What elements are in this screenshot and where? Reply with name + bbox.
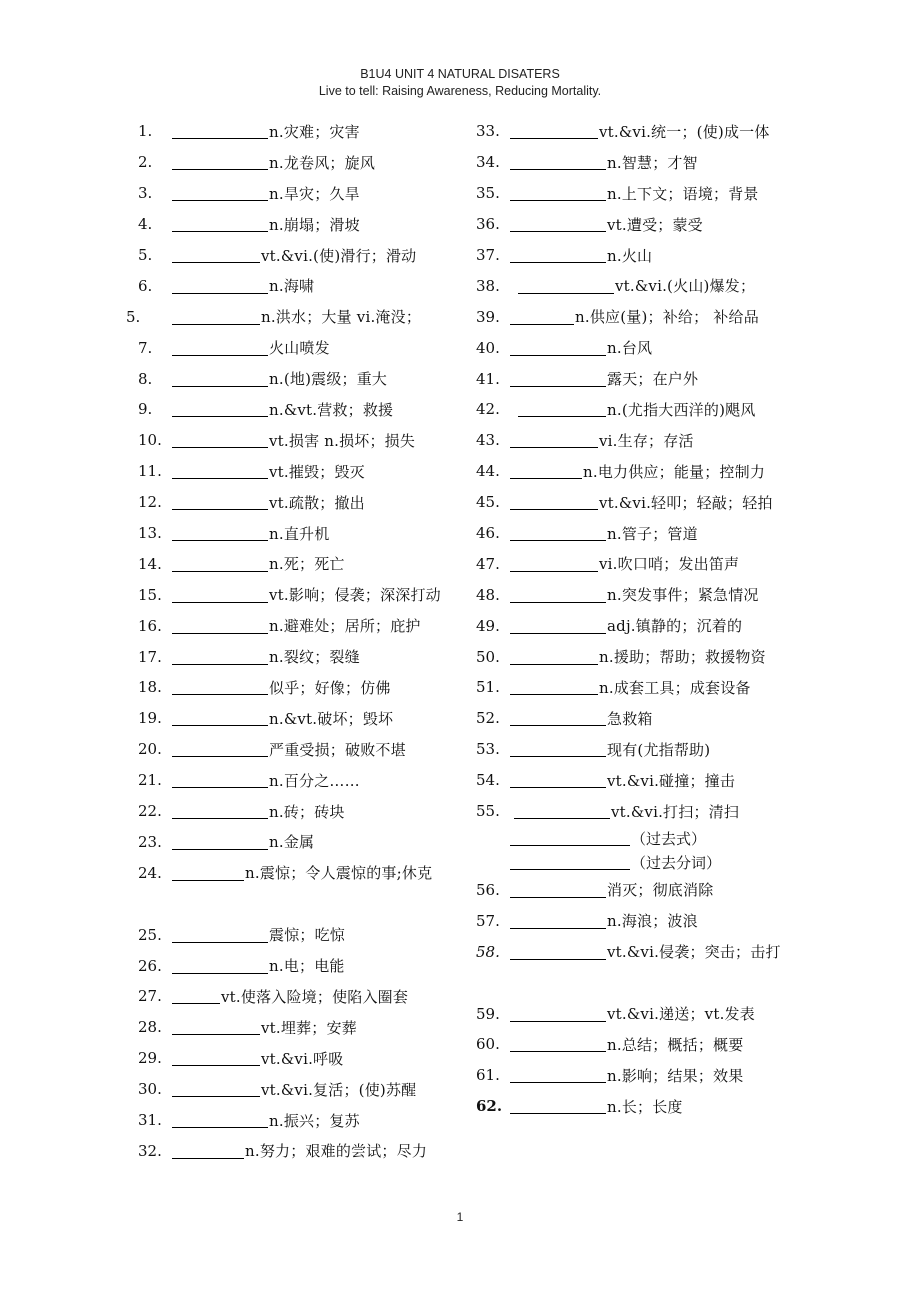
item-number: 14. [138, 554, 162, 573]
item-number: 19. [138, 709, 162, 728]
answer-blank[interactable] [172, 216, 268, 232]
answer-blank[interactable] [172, 525, 268, 541]
vocab-item [476, 548, 856, 579]
definition: n.援助；帮助；救援物资 [599, 648, 766, 667]
answer-blank[interactable] [172, 1050, 260, 1066]
answer-blank[interactable] [510, 340, 606, 356]
definition: vt.&vi.统一；(使)成一体 [599, 122, 770, 141]
item-number: 33. [476, 122, 500, 141]
definition: 火山喷发 [269, 339, 330, 358]
vocab-item [476, 610, 856, 641]
vocab-item [138, 826, 518, 857]
definition: n.裂纹；裂缝 [269, 648, 360, 667]
vocab-item [138, 518, 518, 549]
definition: 现有(尤指帮助) [607, 740, 711, 759]
vocab-item [138, 1105, 518, 1136]
definition: n.台风 [607, 339, 653, 358]
vocab-item [476, 487, 856, 518]
answer-blank[interactable] [172, 988, 220, 1004]
definition: n.影响；结果；效果 [607, 1066, 744, 1085]
answer-blank[interactable] [510, 710, 606, 726]
definition: vt.摧毁；毁灭 [269, 462, 365, 481]
answer-blank[interactable] [510, 1036, 606, 1052]
item-number: 5. [126, 307, 141, 326]
page-number: 1 [456, 1210, 464, 1224]
item-number: 28. [138, 1018, 162, 1037]
answer-blank[interactable] [510, 154, 606, 170]
answer-blank[interactable] [510, 463, 582, 479]
definition: vt.&vi.(使)滑行；滑动 [261, 246, 417, 265]
vocab-item [476, 1091, 856, 1122]
item-number: 40. [476, 338, 500, 357]
item-number: 54. [476, 771, 500, 790]
item-number: 62. [476, 1097, 503, 1116]
vocab-item [138, 1136, 518, 1167]
item-number: 61. [476, 1066, 500, 1085]
answer-blank[interactable] [510, 494, 598, 510]
vocab-item [476, 518, 856, 549]
definition: n.智慧；才智 [607, 153, 698, 172]
answer-blank[interactable] [510, 649, 598, 665]
item-number: 26. [138, 956, 162, 975]
item-number: 25. [138, 925, 162, 944]
item-number: 60. [476, 1035, 500, 1054]
item-number: 48. [476, 585, 500, 604]
item-number: 10. [138, 431, 162, 450]
item-number: 11. [138, 462, 162, 481]
definition: n.电；电能 [269, 957, 345, 976]
definition: n.&vt.营救；救援 [269, 400, 394, 419]
answer-blank[interactable] [172, 556, 268, 572]
item-number: 21. [138, 771, 162, 790]
answer-blank[interactable] [510, 1098, 606, 1114]
item-number: 29. [138, 1049, 162, 1068]
item-number: 18. [138, 678, 162, 697]
item-number: 36. [476, 215, 500, 234]
vocab-item [138, 116, 518, 147]
vocab-item [138, 363, 518, 394]
answer-blank[interactable] [510, 432, 598, 448]
vocab-item [138, 796, 518, 827]
definition: n.(地)震级；重大 [269, 370, 388, 389]
answer-blank[interactable] [172, 278, 268, 294]
definition: vt.&vi.轻叩；轻敲；轻拍 [599, 493, 773, 512]
item-number: 32. [138, 1141, 162, 1160]
vocab-item [476, 703, 856, 734]
item-number: 24. [138, 863, 162, 882]
item-number: 49. [476, 616, 500, 635]
vocab-item [138, 610, 518, 641]
definition: vt.损害 n.损坏；损失 [269, 431, 416, 450]
answer-blank[interactable] [172, 649, 268, 665]
vocab-item [138, 765, 518, 796]
definition: 消灭；彻底消除 [607, 881, 714, 900]
vocab-item [476, 796, 856, 827]
answer-blank[interactable] [172, 679, 268, 695]
vocab-item [476, 456, 856, 487]
definition: 严重受损；破败不堪 [269, 740, 406, 759]
answer-blank[interactable] [514, 803, 610, 819]
definition: vt.影响；侵袭；深深打动 [269, 586, 441, 605]
item-number: 27. [138, 987, 162, 1006]
vocab-item [138, 332, 518, 363]
item-number: 43. [476, 431, 500, 450]
definition: n.洪水；大量 vi.淹没； [261, 308, 422, 327]
definition: n.努力；艰难的尝试；尽力 [245, 1142, 428, 1161]
item-number: 4. [138, 215, 153, 234]
subitem-label: （过去式） [631, 829, 707, 848]
item-number: 22. [138, 802, 162, 821]
vocab-item [138, 1074, 518, 1105]
doc-title: B1U4 UNIT 4 NATURAL DISATERS [360, 67, 560, 81]
item-number: 47. [476, 554, 500, 573]
vocab-item [138, 456, 518, 487]
item-number: 38. [476, 276, 500, 295]
vocab-item [476, 178, 856, 209]
vocab-item [138, 950, 518, 981]
definition: n.崩塌；滑坡 [269, 215, 360, 234]
vocab-item [476, 874, 856, 905]
definition: vt.遭受；蒙受 [607, 215, 703, 234]
item-number: 52. [476, 709, 500, 728]
answer-blank[interactable] [172, 340, 268, 356]
answer-blank[interactable] [172, 247, 260, 263]
item-number: 37. [476, 246, 500, 264]
answer-blank[interactable] [510, 587, 606, 603]
answer-blank[interactable] [510, 618, 606, 634]
answer-blank[interactable] [172, 741, 268, 757]
vocab-item [476, 1060, 856, 1091]
item-number: 53. [476, 740, 500, 759]
answer-blank[interactable] [510, 247, 606, 263]
answer-blank[interactable] [172, 803, 268, 819]
vocab-item [138, 270, 518, 301]
definition: n.(尤指大西洋的)飓风 [607, 400, 756, 419]
definition: n.电力供应；能量；控制力 [583, 462, 766, 481]
answer-blank[interactable] [510, 741, 606, 757]
definition: n.直升机 [269, 524, 330, 543]
answer-blank[interactable] [172, 834, 268, 850]
definition: vt.&vi.复活；(使)苏醒 [261, 1080, 417, 1099]
answer-blank[interactable] [172, 865, 244, 881]
item-number: 42. [476, 400, 500, 419]
vocab-item [476, 765, 856, 796]
answer-blank[interactable] [510, 1006, 606, 1022]
definition: n.砖；砖块 [269, 802, 345, 821]
definition: 似乎；好像；仿佛 [269, 678, 391, 697]
vocab-item [476, 209, 856, 240]
item-number: 9. [138, 400, 153, 419]
answer-blank[interactable] [510, 854, 630, 870]
vocab-item [138, 857, 518, 888]
item-number: 35. [476, 184, 500, 203]
item-number: 30. [138, 1080, 162, 1099]
vocab-item [476, 240, 856, 271]
item-number: 39. [476, 307, 500, 326]
vocab-item [476, 1029, 856, 1060]
answer-blank[interactable] [510, 913, 606, 929]
vocab-item [138, 425, 518, 456]
subitem-label: （过去分词） [631, 853, 722, 872]
vocab-item [138, 178, 518, 209]
vocab-item [476, 394, 856, 425]
item-number: 34. [476, 153, 500, 172]
definition: n.总结；概括；概要 [607, 1035, 744, 1054]
vocab-item [138, 240, 518, 271]
item-number: 13. [138, 524, 162, 543]
item-number: 16. [138, 616, 162, 635]
vocab-subitem [476, 850, 856, 874]
definition: vt.使落入险境；使陷入圈套 [221, 987, 409, 1006]
answer-blank[interactable] [172, 401, 268, 417]
definition: n.振兴；复苏 [269, 1111, 360, 1130]
definition: n.震惊；令人震惊的事;休克 [245, 864, 433, 883]
definition: vt.&vi.碰撞；撞击 [607, 771, 736, 790]
item-number: 45. [476, 493, 500, 512]
vocab-item [138, 1043, 518, 1074]
definition: vt.&vi.递送；vt.发表 [607, 1005, 755, 1024]
definition: n.供应(量)；补给； 补给品 [575, 308, 759, 327]
definition: vt.疏散；撤出 [269, 493, 365, 512]
definition: vt.&vi.侵袭；突击；击打 [607, 943, 781, 962]
item-number: 59. [476, 1004, 500, 1023]
answer-blank[interactable] [172, 772, 268, 788]
vocab-item [138, 579, 518, 610]
vocab-item [476, 270, 856, 301]
answer-blank[interactable] [510, 123, 598, 139]
item-number: 41. [476, 369, 500, 388]
right-column [476, 116, 856, 1122]
vocab-item [138, 548, 518, 579]
item-number: 6. [138, 276, 153, 295]
answer-blank[interactable] [510, 772, 606, 788]
answer-blank[interactable] [172, 154, 268, 170]
answer-blank[interactable] [172, 432, 268, 448]
vocab-item [138, 703, 518, 734]
answer-blank[interactable] [172, 123, 268, 139]
answer-blank[interactable] [510, 944, 606, 960]
answer-blank[interactable] [172, 371, 268, 387]
definition: n.旱灾；久旱 [269, 184, 360, 203]
answer-blank[interactable] [172, 494, 268, 510]
answer-blank[interactable] [172, 587, 268, 603]
answer-blank[interactable] [172, 463, 268, 479]
definition: 急救箱 [607, 709, 653, 728]
answer-blank[interactable] [510, 371, 606, 387]
answer-blank[interactable] [510, 882, 606, 898]
item-number: 44. [476, 462, 500, 481]
definition: n.百分之…… [269, 771, 360, 790]
definition: 震惊；吃惊 [269, 926, 346, 945]
item-number: 31. [138, 1111, 162, 1130]
answer-blank[interactable] [172, 958, 268, 974]
item-number: 15. [138, 585, 162, 604]
definition: n.避难处；居所；庇护 [269, 617, 421, 636]
answer-blank[interactable] [172, 1112, 268, 1128]
vocab-item [476, 734, 856, 765]
vocab-item [476, 332, 856, 363]
definition: vi.吹口哨；发出笛声 [599, 555, 740, 574]
item-number: 51. [476, 678, 500, 697]
definition: n.突发事件；紧急情况 [607, 586, 759, 605]
vocab-item [138, 981, 518, 1012]
item-number: 50. [476, 647, 500, 666]
vocab-item [126, 301, 518, 332]
definition: n.灾难；灾害 [269, 122, 360, 141]
vocab-subitem [476, 826, 856, 850]
definition: vi.生存；存活 [599, 431, 694, 450]
definition: n.死；死亡 [269, 555, 345, 574]
vocab-item [138, 919, 518, 950]
definition: vt.&vi.(火山)爆发； [615, 277, 756, 296]
vocab-item [138, 487, 518, 518]
vocab-item [138, 209, 518, 240]
item-number: 57. [476, 911, 500, 930]
vocab-item [476, 998, 856, 1029]
item-number: 23. [138, 832, 162, 851]
vocab-item [138, 147, 518, 178]
answer-blank[interactable] [172, 1019, 260, 1035]
vocab-item [476, 641, 856, 672]
definition: vt.&vi.呼吸 [261, 1049, 344, 1068]
definition: n.管子；管道 [607, 524, 698, 543]
vocab-item [476, 363, 856, 394]
item-number: 55. [476, 802, 500, 821]
vocab-item [476, 116, 856, 147]
definition: n.金属 [269, 833, 315, 852]
definition: n.火山 [607, 246, 653, 265]
answer-blank[interactable] [510, 525, 606, 541]
vocab-item [476, 301, 856, 332]
definition: n.长；长度 [607, 1097, 683, 1116]
answer-blank[interactable] [510, 830, 630, 846]
vocab-item [138, 672, 518, 703]
vocab-item [476, 579, 856, 610]
vocab-item [138, 394, 518, 425]
vocab-item [476, 905, 856, 936]
definition: 露天；在户外 [607, 370, 699, 389]
answer-blank[interactable] [510, 1067, 606, 1083]
item-number: 7. [138, 338, 153, 357]
answer-blank[interactable] [172, 618, 268, 634]
definition: vt.埋葬；安葬 [261, 1018, 357, 1037]
vocab-item [138, 641, 518, 672]
item-number: 1. [138, 122, 153, 141]
item-number: 56. [476, 880, 500, 899]
answer-blank[interactable] [510, 309, 574, 325]
definition: n.&vt.破坏；毁坏 [269, 709, 394, 728]
definition: n.海啸 [269, 277, 315, 296]
item-number: 12. [138, 493, 162, 512]
vocab-item [476, 672, 856, 703]
vocab-item [476, 425, 856, 456]
answer-blank[interactable] [172, 927, 268, 943]
vocab-item [476, 936, 856, 967]
answer-blank[interactable] [518, 278, 614, 294]
item-number: 3. [138, 184, 153, 203]
left-column [126, 116, 518, 1166]
item-number: 8. [138, 369, 153, 388]
item-number: 17. [138, 647, 162, 666]
item-number: 20. [138, 740, 162, 759]
vocab-item [138, 734, 518, 765]
vocab-item [476, 147, 856, 178]
definition: n.成套工具；成套设备 [599, 678, 751, 697]
vocab-item [138, 1012, 518, 1043]
answer-blank[interactable] [172, 309, 260, 325]
definition: n.上下文；语境；背景 [607, 184, 759, 203]
answer-blank[interactable] [510, 556, 598, 572]
answer-blank[interactable] [510, 185, 606, 201]
definition: n.龙卷风；旋风 [269, 153, 376, 172]
definition: n.海浪；波浪 [607, 912, 698, 931]
answer-blank[interactable] [510, 216, 606, 232]
answer-blank[interactable] [172, 1143, 244, 1159]
item-number: 58. [476, 942, 500, 961]
definition: adj.镇静的；沉着的 [607, 617, 743, 636]
answer-blank[interactable] [510, 679, 598, 695]
definition: vt.&vi.打扫；清扫 [611, 802, 740, 821]
answer-blank[interactable] [172, 1081, 260, 1097]
answer-blank[interactable] [172, 710, 268, 726]
answer-blank[interactable] [172, 185, 268, 201]
item-number: 5. [138, 246, 153, 264]
item-number: 46. [476, 524, 500, 543]
item-number: 2. [138, 153, 153, 172]
doc-subtitle: Live to tell: Raising Awareness, Reducing Mortality. [318, 84, 602, 98]
answer-blank[interactable] [518, 401, 606, 417]
